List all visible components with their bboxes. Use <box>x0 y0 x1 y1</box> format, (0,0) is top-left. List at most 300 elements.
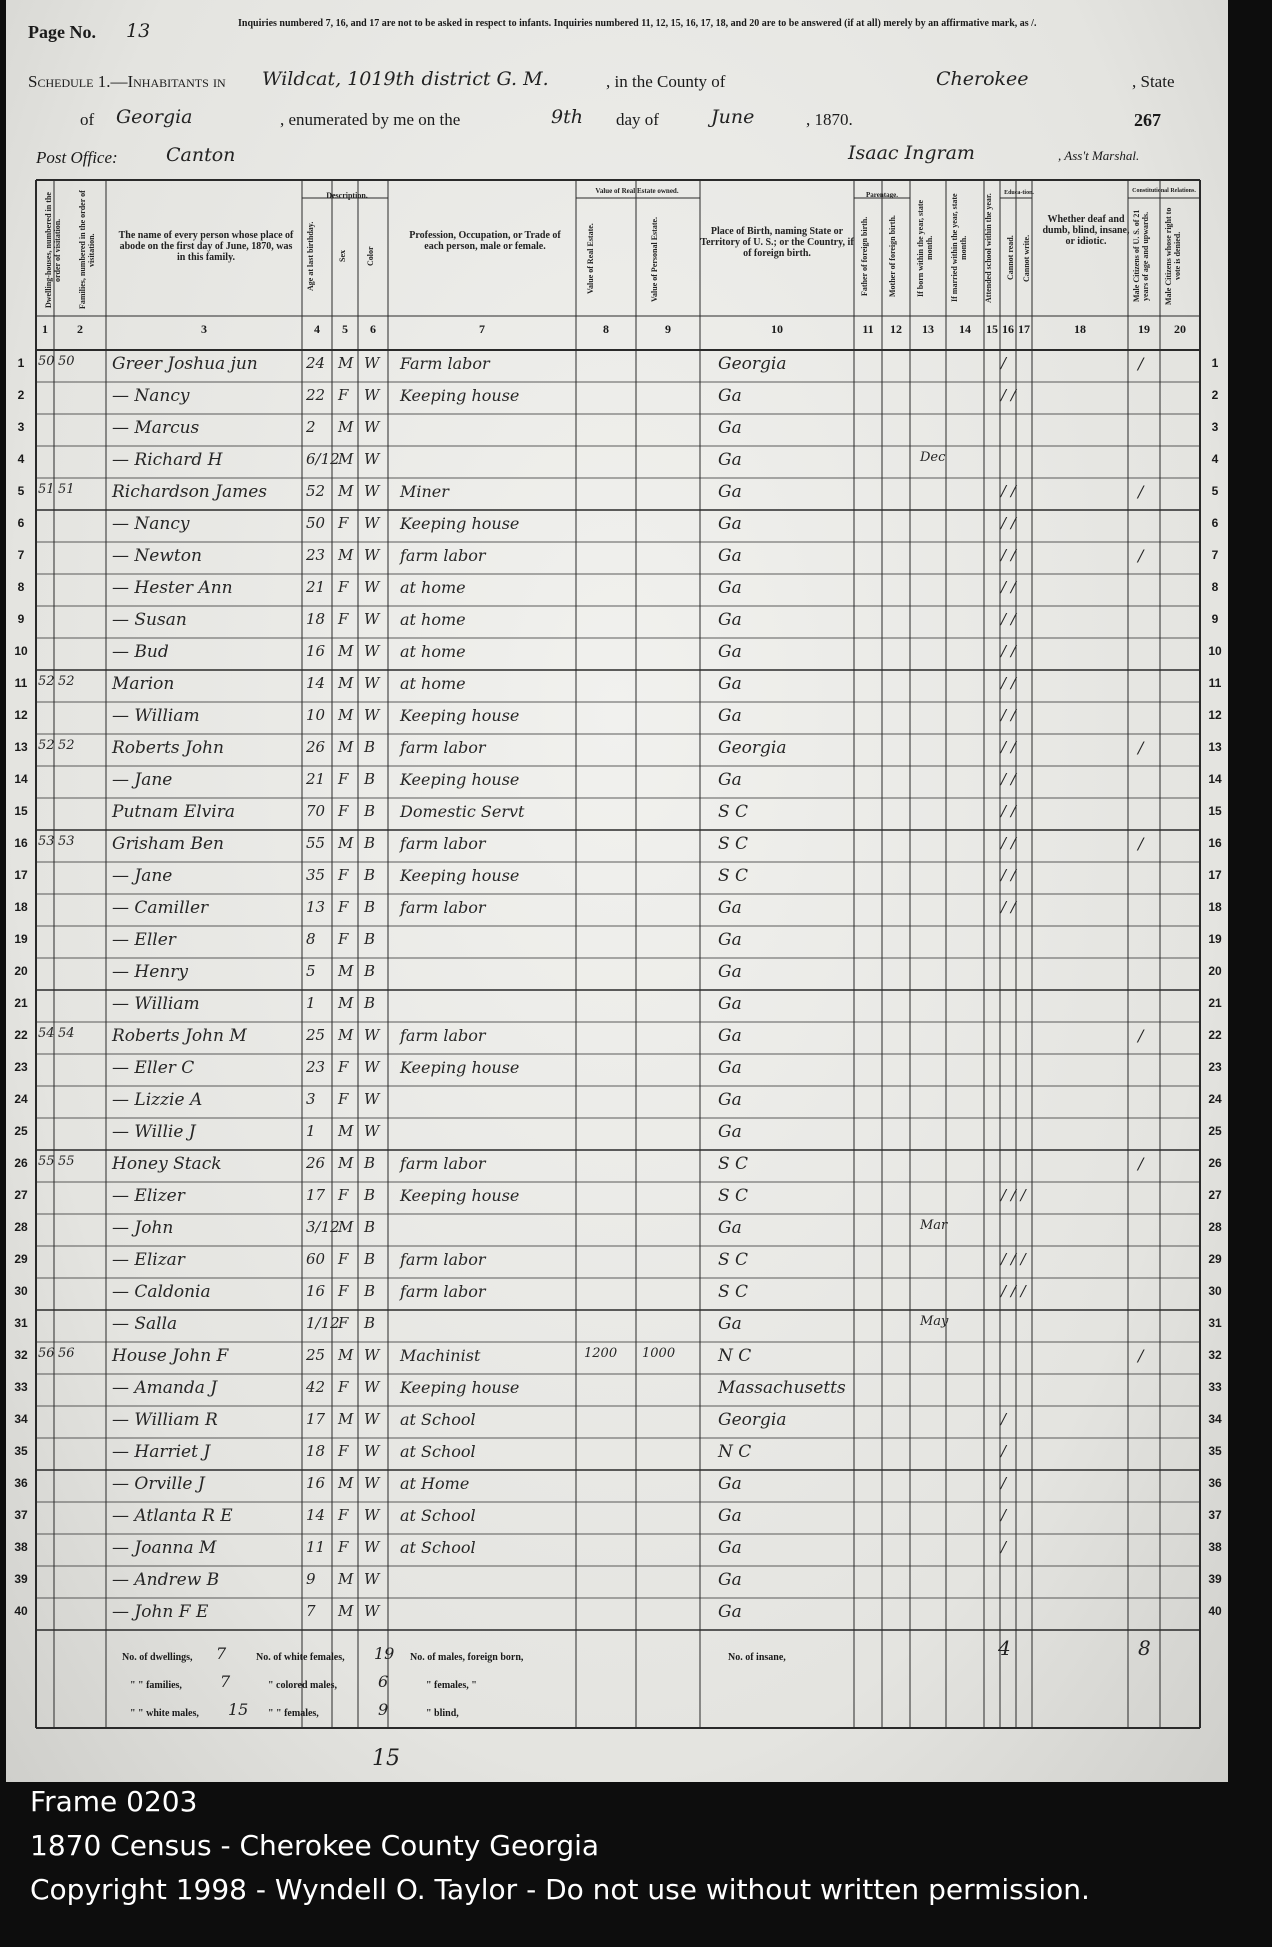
age: 18 <box>306 610 326 628</box>
education-marks: / / <box>1001 802 1016 820</box>
line-number-right: 27 <box>1208 1188 1222 1202</box>
citizen-mark: / <box>1138 1346 1144 1365</box>
table-row <box>6 1438 1228 1470</box>
color: B <box>364 1218 376 1236</box>
age: 5 <box>306 962 316 980</box>
age: 17 <box>306 1410 326 1428</box>
birthplace: Ga <box>718 418 742 438</box>
sex: M <box>338 674 354 692</box>
table-row <box>6 478 1228 510</box>
line-number-right: 29 <box>1208 1252 1222 1266</box>
foreign-males-label: No. of males, foreign born, <box>410 1652 524 1663</box>
education-marks: / / <box>1001 706 1016 724</box>
age: 42 <box>306 1378 326 1396</box>
line-number-right: 24 <box>1208 1092 1222 1106</box>
education-marks: / / <box>1001 770 1016 788</box>
color: W <box>364 1602 380 1620</box>
col-header-dwelling: Dwelling-houses, numbered in the order of visitation. <box>44 192 62 308</box>
col-header-sex: Sex <box>338 250 347 262</box>
birthplace: S C <box>718 1186 749 1206</box>
age: 52 <box>306 482 326 500</box>
occupation: at School <box>400 1410 476 1429</box>
color: W <box>364 674 380 692</box>
age: 14 <box>306 1506 326 1524</box>
education-marks: / / <box>1001 866 1016 884</box>
birthplace: Ga <box>718 1058 742 1078</box>
color: W <box>364 578 380 596</box>
person-name: Roberts John M <box>112 1026 247 1046</box>
color: W <box>364 1410 380 1428</box>
age: 1/12 <box>306 1314 340 1332</box>
column-number: 2 <box>77 322 83 336</box>
real-estate-value: 1200 <box>584 1346 618 1361</box>
person-name: House John F <box>112 1346 229 1366</box>
age: 23 <box>306 1058 326 1076</box>
age: 7 <box>306 1602 316 1620</box>
age: 21 <box>306 770 326 788</box>
line-number-right: 6 <box>1211 516 1219 530</box>
age: 50 <box>306 514 326 532</box>
occupation: Miner <box>400 482 449 501</box>
birthplace: Ga <box>718 1026 742 1046</box>
tally-cannot-write: 4 <box>998 1636 1011 1660</box>
column-number: 17 <box>1018 322 1030 336</box>
birthplace: Ga <box>718 994 742 1014</box>
person-name: — Eller <box>112 930 176 950</box>
line-number-left: 38 <box>14 1540 28 1554</box>
person-name: Honey Stack <box>112 1154 222 1174</box>
person-name: — Amanda J <box>112 1378 218 1398</box>
age: 26 <box>306 738 326 756</box>
county-label: , in the County of <box>606 72 726 91</box>
occupation: Keeping house <box>400 706 520 725</box>
column-number: 19 <box>1138 322 1150 336</box>
table-row <box>6 862 1228 894</box>
dwellings-count: 7 <box>216 1644 227 1663</box>
col-header-personal-estate: Value of Personal Estate. <box>650 216 659 302</box>
line-number-right: 36 <box>1208 1476 1222 1490</box>
sex: M <box>338 1474 354 1492</box>
color: B <box>364 962 376 980</box>
table-row <box>6 798 1228 830</box>
birthplace: Ga <box>718 1602 742 1622</box>
line-number-right: 31 <box>1208 1316 1222 1330</box>
line-number-right: 10 <box>1208 644 1222 658</box>
frame-caption <box>30 1780 1090 1912</box>
sex: M <box>338 418 354 436</box>
color: W <box>364 354 380 372</box>
sex: F <box>338 1186 349 1204</box>
age: 2 <box>306 418 316 436</box>
birth-month: May <box>920 1314 949 1329</box>
line-number-left: 4 <box>17 452 25 466</box>
column-number: 7 <box>479 322 485 336</box>
line-number-left: 31 <box>14 1316 28 1330</box>
sex: M <box>338 642 354 660</box>
person-name: Richardson James <box>112 482 268 502</box>
occupation: farm labor <box>400 1250 486 1269</box>
education-marks: / / <box>1001 642 1016 660</box>
birthplace: Ga <box>718 1474 742 1494</box>
age: 16 <box>306 1282 326 1300</box>
age: 21 <box>306 578 326 596</box>
stamp-number: 267 <box>1134 110 1161 130</box>
occupation: farm labor <box>400 546 486 565</box>
line-number-left: 2 <box>17 388 25 402</box>
age: 55 <box>306 834 326 852</box>
sex: M <box>338 994 354 1012</box>
sex: M <box>338 482 354 500</box>
citizen-mark: / <box>1138 354 1144 373</box>
person-name: — John <box>112 1218 174 1238</box>
table-row <box>6 1470 1228 1502</box>
color: W <box>364 706 380 724</box>
sex: F <box>338 1058 349 1076</box>
family-number: 51 <box>58 482 75 497</box>
line-number-left: 28 <box>14 1220 28 1234</box>
table-row <box>6 958 1228 990</box>
column-number: 11 <box>862 322 874 336</box>
person-name: — Susan <box>112 610 187 630</box>
family-number: 54 <box>58 1026 75 1041</box>
column-number: 15 <box>986 322 998 336</box>
line-number-right: 23 <box>1208 1060 1222 1074</box>
sex: F <box>338 1378 349 1396</box>
sex: F <box>338 1538 349 1556</box>
dwelling-number: 55 <box>38 1154 55 1169</box>
column-number: 1 <box>42 322 48 336</box>
person-name: — Elizer <box>112 1186 185 1206</box>
col-header-name: The name of every person whose place of abode on the first day of June, 1870, was in this family. <box>118 230 294 263</box>
colored-males-label: " colored males, <box>268 1680 337 1691</box>
column-number: 13 <box>922 322 934 336</box>
inquiry-instructions: Inquiries numbered 7, 16, and 17 are not to be asked in respect to infants. Inquiries numbered 11, 12, 15, 16, 17, 18, and 20 are to be answered (if at all) merely by an affirmative mark, as /. <box>238 18 1037 29</box>
occupation: at School <box>400 1538 476 1557</box>
color: B <box>364 866 376 884</box>
table-row <box>6 830 1228 862</box>
table-row <box>6 1374 1228 1406</box>
age: 6/12 <box>306 450 340 468</box>
education-marks: / <box>1001 1410 1007 1428</box>
birthplace: Ga <box>718 1090 742 1110</box>
col-header-cannot-write: Cannot write. <box>1022 234 1031 282</box>
line-number-right: 15 <box>1208 804 1222 818</box>
person-name: — Nancy <box>112 386 190 406</box>
citizen-mark: / <box>1138 1026 1144 1045</box>
birthplace: S C <box>718 866 749 886</box>
color: B <box>364 1154 376 1172</box>
occupation: at home <box>400 642 466 661</box>
person-name: — Salla <box>112 1314 178 1334</box>
birthplace: S C <box>718 1282 749 1302</box>
line-number-left: 37 <box>14 1508 28 1522</box>
occupation: at home <box>400 578 466 597</box>
person-name: — Eller C <box>112 1058 195 1078</box>
citizen-mark: / <box>1138 546 1144 565</box>
birthplace: Ga <box>718 642 742 662</box>
person-name: — Andrew B <box>112 1570 220 1590</box>
sex: M <box>338 354 354 372</box>
line-number-right: 35 <box>1208 1444 1222 1458</box>
color: W <box>364 1378 380 1396</box>
line-number-right: 13 <box>1208 740 1222 754</box>
age: 18 <box>306 1442 326 1460</box>
frame-number: Frame 0203 <box>30 1785 198 1818</box>
birthplace: Ga <box>718 706 742 726</box>
color: B <box>364 770 376 788</box>
birthplace: Ga <box>718 578 742 598</box>
blind-label: " blind, <box>426 1708 459 1719</box>
table-row <box>6 1182 1228 1214</box>
line-number-left: 36 <box>14 1476 28 1490</box>
sex: M <box>338 1410 354 1428</box>
line-number-left: 10 <box>14 644 28 658</box>
page-label: Page No. <box>28 22 96 42</box>
education-marks: / / <box>1001 834 1016 852</box>
person-name: — Richard H <box>112 450 223 470</box>
insane-label: No. of insane, <box>728 1652 786 1663</box>
age: 22 <box>306 386 326 404</box>
age: 26 <box>306 1154 326 1172</box>
line-number-right: 1 <box>1211 356 1219 370</box>
person-name: — Atlanta R E <box>112 1506 233 1526</box>
line-number-right: 14 <box>1208 772 1222 786</box>
age: 17 <box>306 1186 326 1204</box>
color: W <box>364 450 380 468</box>
birthplace: Ga <box>718 674 742 694</box>
table-row <box>6 1086 1228 1118</box>
line-number-left: 40 <box>14 1604 28 1618</box>
table-row <box>6 446 1228 478</box>
color: B <box>364 802 376 820</box>
citizen-mark: / <box>1138 834 1144 853</box>
table-row <box>6 1566 1228 1598</box>
col-header-education: Educa-tion. <box>1004 190 1034 196</box>
color: B <box>364 738 376 756</box>
birthplace: S C <box>718 802 749 822</box>
age: 14 <box>306 674 326 692</box>
dwellings-label: No. of dwellings, <box>122 1652 193 1663</box>
age: 11 <box>306 1538 326 1556</box>
education-marks: / <box>1001 1538 1007 1556</box>
age: 1 <box>306 1122 316 1140</box>
color: B <box>364 1282 376 1300</box>
line-number-left: 1 <box>17 356 25 370</box>
line-number-right: 33 <box>1208 1380 1222 1394</box>
column-number: 12 <box>890 322 902 336</box>
color: W <box>364 386 380 404</box>
occupation: Keeping house <box>400 1378 520 1397</box>
column-number: 18 <box>1074 322 1086 336</box>
education-marks: / / / <box>1001 1282 1026 1300</box>
line-number-left: 24 <box>14 1092 28 1106</box>
education-marks: / <box>1001 354 1007 372</box>
line-number-right: 25 <box>1208 1124 1222 1138</box>
dwelling-number: 52 <box>38 674 55 689</box>
line-number-left: 12 <box>14 708 28 722</box>
col-header-male-citizens: Male Citizens of U. S. of 21 years of age and upwards. <box>1132 209 1150 303</box>
birthplace: S C <box>718 1154 749 1174</box>
education-marks: / / <box>1001 386 1016 404</box>
person-name: — Harriet J <box>112 1442 211 1462</box>
table-row <box>6 574 1228 606</box>
line-number-right: 28 <box>1208 1220 1222 1234</box>
birthplace: Ga <box>718 386 742 406</box>
person-name: Marion <box>112 674 175 694</box>
families-count: 7 <box>220 1672 231 1691</box>
occupation: Keeping house <box>400 514 520 533</box>
table-row <box>6 542 1228 574</box>
color: B <box>364 1186 376 1204</box>
education-marks: / <box>1001 1474 1007 1492</box>
line-number-right: 12 <box>1208 708 1222 722</box>
line-number-right: 16 <box>1208 836 1222 850</box>
person-name: Grisham Ben <box>112 834 224 854</box>
line-number-right: 7 <box>1211 548 1219 562</box>
line-number-left: 39 <box>14 1572 28 1586</box>
birthplace: Georgia <box>718 738 787 758</box>
color: W <box>364 610 380 628</box>
birthplace: Ga <box>718 1538 742 1558</box>
color: W <box>364 1442 380 1460</box>
occupation: farm labor <box>400 898 486 917</box>
occupation: Keeping house <box>400 386 520 405</box>
col-header-vote-denied: Male Citizens whose right to vote is denied. <box>1164 207 1182 305</box>
sex: F <box>338 930 349 948</box>
person-name: — Jane <box>112 770 173 790</box>
line-number-right: 17 <box>1208 868 1222 882</box>
occupation: Keeping house <box>400 770 520 789</box>
colored-females-label: " " females, <box>268 1708 319 1719</box>
col-header-description: Description. <box>326 191 368 200</box>
post-office-label: Post Office: <box>36 148 118 167</box>
birthplace: Ga <box>718 770 742 790</box>
color: W <box>364 1506 380 1524</box>
color: W <box>364 546 380 564</box>
person-name: — Camiller <box>112 898 209 918</box>
of-label: of <box>80 110 95 129</box>
person-name: — William <box>112 994 200 1014</box>
column-number: 9 <box>665 322 671 336</box>
color: B <box>364 1250 376 1268</box>
enumerated-label: , enumerated by me on the <box>280 110 461 129</box>
enumeration-day: 9th <box>551 106 583 128</box>
person-name: — Nancy <box>112 514 190 534</box>
birthplace: Ga <box>718 1218 742 1238</box>
line-number-right: 22 <box>1208 1028 1222 1042</box>
education-marks: / <box>1001 1442 1007 1460</box>
column-number: 5 <box>342 322 348 336</box>
occupation: at home <box>400 610 466 629</box>
place-name: Wildcat, 1019th district G. M. <box>262 68 549 90</box>
col-header-infirmity: Whether deaf and dumb, blind, insane, or idiotic. <box>1042 214 1130 247</box>
person-name: — Lizzie A <box>112 1090 203 1110</box>
age: 3/12 <box>306 1218 340 1236</box>
education-marks: / / <box>1001 674 1016 692</box>
line-number-left: 22 <box>14 1028 28 1042</box>
sex: F <box>338 770 349 788</box>
person-name: — Marcus <box>112 418 200 438</box>
occupation: Farm labor <box>400 354 490 373</box>
birthplace: Ga <box>718 514 742 534</box>
line-number-left: 34 <box>14 1412 28 1426</box>
day-of-label: day of <box>616 110 659 129</box>
dwelling-number: 51 <box>38 482 55 497</box>
column-number: 8 <box>603 322 609 336</box>
birthplace: Ga <box>718 898 742 918</box>
line-number-right: 8 <box>1211 580 1219 594</box>
foreign-females-label: " females, " <box>426 1680 477 1691</box>
page-number: 13 <box>126 20 151 42</box>
occupation: at School <box>400 1442 476 1461</box>
col-header-age: Age at last birthday. <box>306 221 315 291</box>
person-name: — Orville J <box>112 1474 205 1494</box>
table-row <box>6 702 1228 734</box>
color: B <box>364 994 376 1012</box>
table-row <box>6 734 1228 766</box>
color: B <box>364 930 376 948</box>
line-number-left: 32 <box>14 1348 28 1362</box>
line-number-left: 11 <box>14 676 28 690</box>
line-number-right: 20 <box>1208 964 1222 978</box>
line-number-left: 8 <box>17 580 25 594</box>
line-number-left: 13 <box>14 740 28 754</box>
table-row <box>6 1150 1228 1182</box>
tally-male-citizens: 8 <box>1138 1636 1151 1660</box>
table-row <box>6 350 1228 382</box>
birthplace: Georgia <box>718 1410 787 1430</box>
age: 35 <box>306 866 326 884</box>
dwelling-number: 54 <box>38 1026 55 1041</box>
enumeration-year: , 1870. <box>806 110 853 129</box>
person-name: — Hester Ann <box>112 578 233 598</box>
education-marks: / / <box>1001 610 1016 628</box>
birthplace: Ga <box>718 610 742 630</box>
line-number-left: 9 <box>17 612 25 626</box>
white-males-count: 15 <box>228 1700 249 1719</box>
table-row <box>6 1598 1228 1630</box>
family-number: 56 <box>58 1346 75 1361</box>
column-number: 4 <box>314 322 320 336</box>
birthplace: N C <box>718 1346 752 1366</box>
post-office-name: Canton <box>166 144 236 166</box>
birthplace: Ga <box>718 1122 742 1142</box>
line-number-left: 33 <box>14 1380 28 1394</box>
line-number-right: 18 <box>1208 900 1222 914</box>
table-row <box>6 1246 1228 1278</box>
sex: F <box>338 1442 349 1460</box>
education-marks: / / / <box>1001 1250 1026 1268</box>
age: 25 <box>306 1026 326 1044</box>
census-title: 1870 Census - Cherokee County Georgia <box>30 1829 600 1862</box>
person-name: — Jane <box>112 866 173 886</box>
line-number-right: 34 <box>1208 1412 1222 1426</box>
col-header-real-estate-group: Value of Real Estate owned. <box>595 187 679 195</box>
occupation: at home <box>400 674 466 693</box>
person-name: Roberts John <box>112 738 225 758</box>
col-header-married-month: If married within the year, state month. <box>950 193 968 303</box>
line-number-left: 25 <box>14 1124 28 1138</box>
birthplace: Ga <box>718 1506 742 1526</box>
line-number-right: 5 <box>1211 484 1219 498</box>
line-number-left: 30 <box>14 1284 28 1298</box>
occupation: farm labor <box>400 1026 486 1045</box>
families-label: " " families, <box>130 1680 182 1691</box>
family-number: 55 <box>58 1154 75 1169</box>
table-row <box>6 382 1228 414</box>
color: W <box>364 418 380 436</box>
table-row <box>6 638 1228 670</box>
